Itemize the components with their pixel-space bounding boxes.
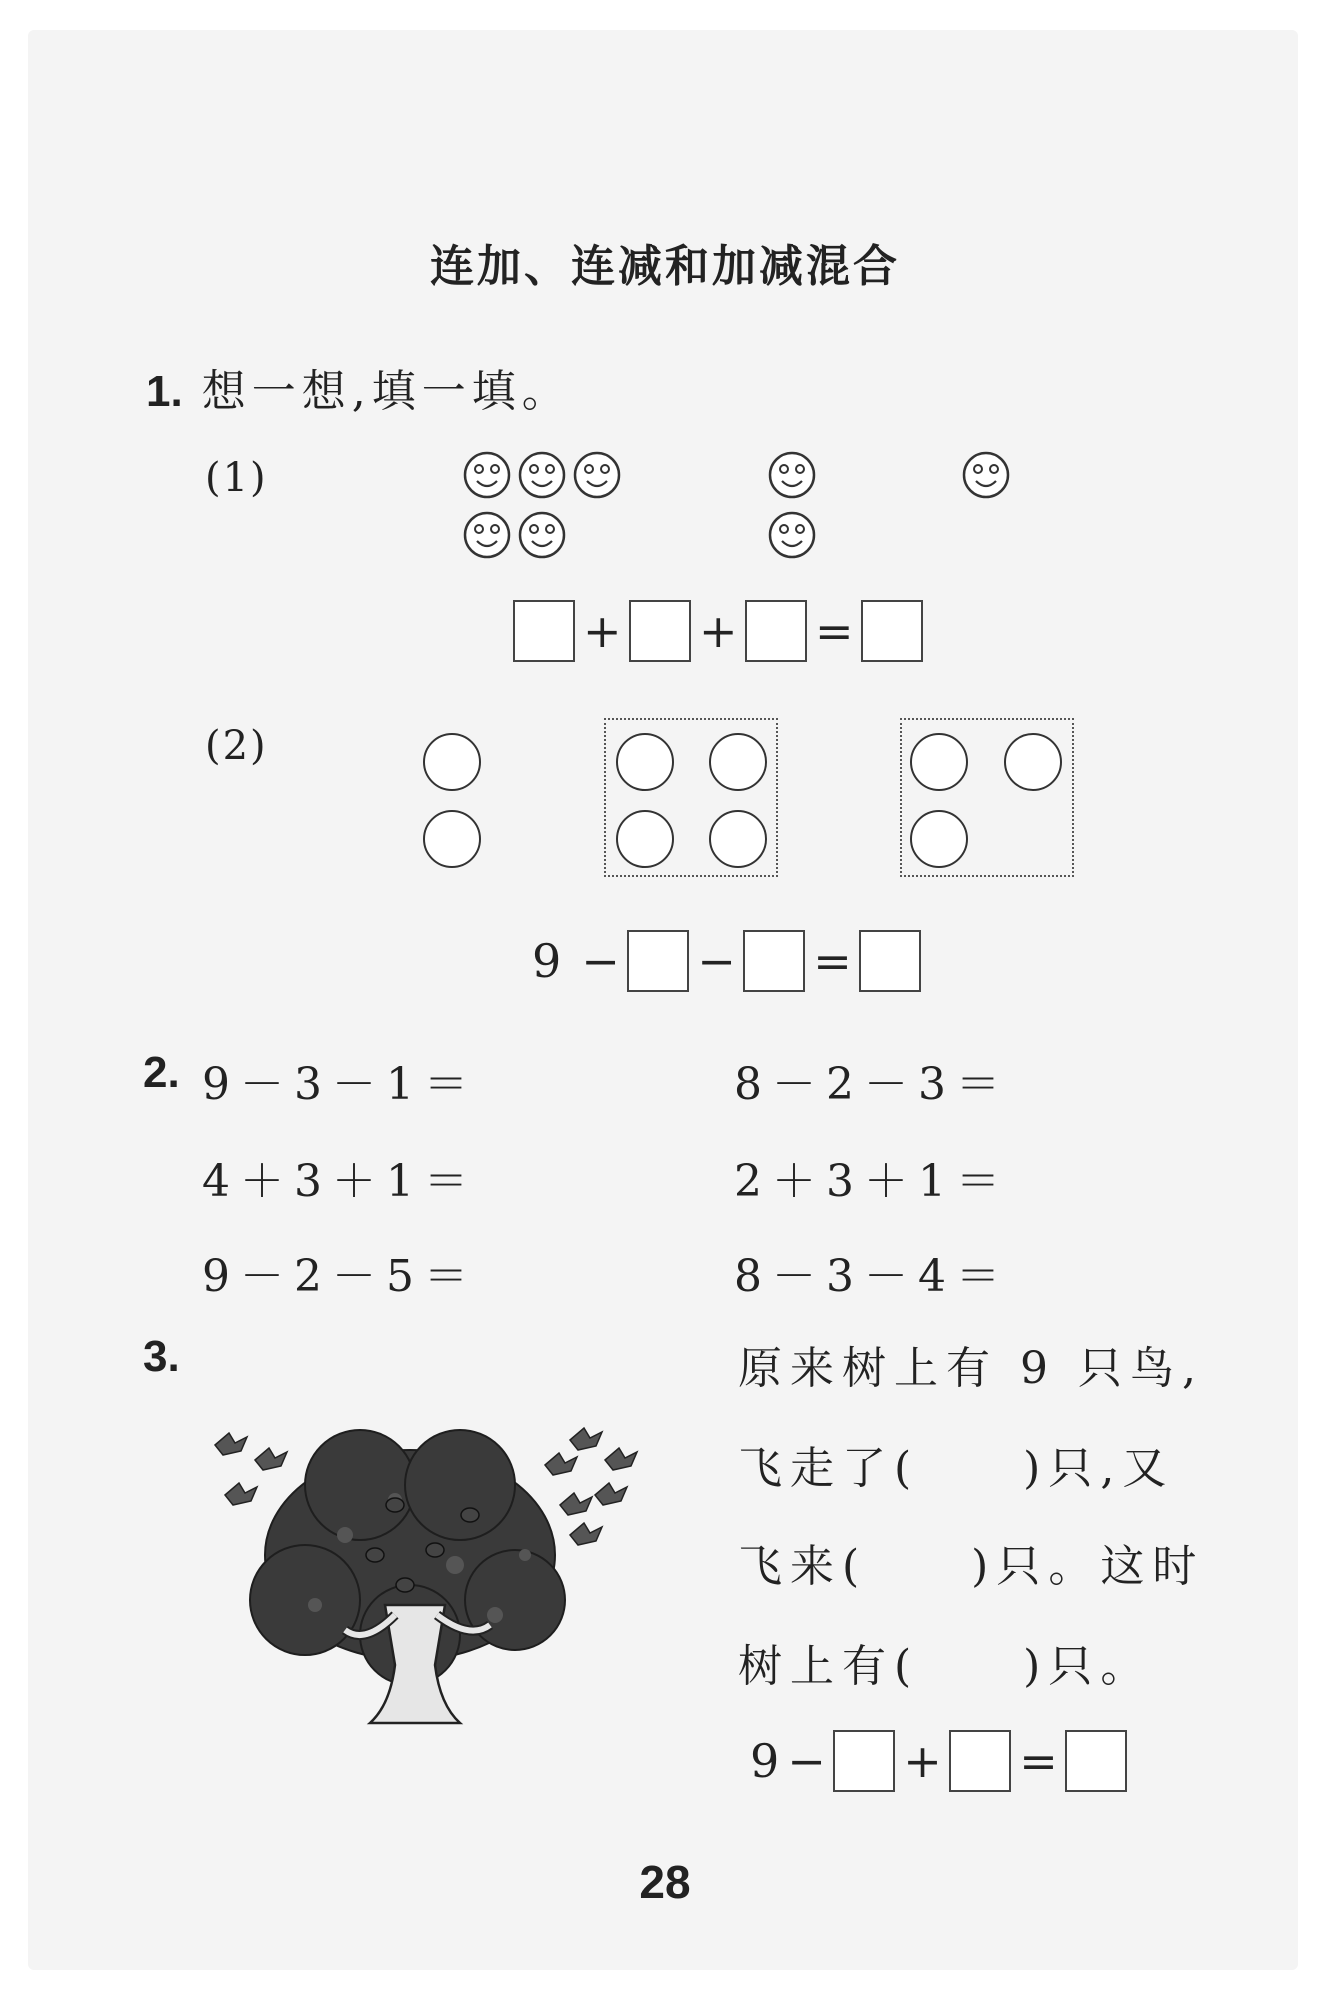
answer-box[interactable] xyxy=(629,600,691,662)
smiley-faces-group xyxy=(450,445,1030,575)
smiley-icon xyxy=(770,453,814,497)
equals-sign: = xyxy=(1019,1734,1058,1788)
q3-line: 飞走了( )只,又 xyxy=(738,1443,1175,1494)
q2-number: 2. xyxy=(143,1048,180,1097)
smiley-icon xyxy=(964,453,1008,497)
q3-line: 飞来( )只。这时 xyxy=(738,1541,1205,1592)
smiley-icon xyxy=(465,513,509,557)
q1-instruction: 想一想,填一填。 xyxy=(201,366,572,417)
answer-box[interactable] xyxy=(745,600,807,662)
q3-number: 3. xyxy=(143,1332,180,1381)
circle-shape xyxy=(616,810,674,868)
answer-box[interactable] xyxy=(833,1730,895,1792)
answer-box[interactable] xyxy=(949,1730,1011,1792)
plus-sign: + xyxy=(699,604,738,658)
calc-item: 9－3－1＝ xyxy=(202,1059,478,1110)
circle-shape xyxy=(709,733,767,791)
circle-shape xyxy=(423,733,481,791)
smiley-icon xyxy=(520,513,564,557)
smiley-icon xyxy=(770,513,814,557)
plus-sign: + xyxy=(583,604,622,658)
answer-box[interactable] xyxy=(859,930,921,992)
smiley-icon xyxy=(520,453,564,497)
minus-sign: − xyxy=(697,934,736,988)
q1-part2-equation xyxy=(532,930,921,992)
calc-item: 8－3－4＝ xyxy=(734,1251,1010,1302)
smiley-icon xyxy=(465,453,509,497)
answer-box[interactable] xyxy=(513,600,575,662)
q1-header xyxy=(146,355,572,419)
answer-box[interactable] xyxy=(1065,1730,1127,1792)
q1-part2-label: (2) xyxy=(205,723,268,769)
circle-shape xyxy=(910,733,968,791)
calc-item: 4＋3＋1＝ xyxy=(202,1156,478,1207)
answer-box[interactable] xyxy=(861,600,923,662)
calc-item: 8－2－3＝ xyxy=(734,1059,1010,1110)
q1-part1-label: (1) xyxy=(205,455,268,501)
q1-part1-equation xyxy=(513,600,923,662)
tree-with-birds-illustration xyxy=(195,1405,695,1725)
plus-sign: + xyxy=(903,1734,942,1788)
answer-box[interactable] xyxy=(627,930,689,992)
minus-sign: − xyxy=(581,934,620,988)
circle-shape xyxy=(910,810,968,868)
q3-line: 树上有( )只。 xyxy=(738,1641,1153,1692)
calc-item: 2＋3＋1＝ xyxy=(734,1156,1010,1207)
q3-equation xyxy=(750,1730,1127,1792)
q1-number: 1. xyxy=(146,367,183,416)
circle-shape xyxy=(709,810,767,868)
page-title: 连加、连减和加减混合 xyxy=(430,241,900,292)
start-number: 9 xyxy=(532,934,562,988)
circle-shape xyxy=(423,810,481,868)
circle-shape xyxy=(616,733,674,791)
page-number: 28 xyxy=(639,1856,691,1908)
equals-sign: = xyxy=(813,934,852,988)
calc-item: 9－2－5＝ xyxy=(202,1251,478,1302)
answer-box[interactable] xyxy=(743,930,805,992)
q3-line: 原来树上有 9 只鸟, xyxy=(738,1343,1204,1394)
start-number: 9 xyxy=(750,1734,780,1788)
equals-sign: = xyxy=(815,604,854,658)
minus-sign: − xyxy=(787,1734,826,1788)
smiley-icon xyxy=(575,453,619,497)
circle-shape xyxy=(1004,733,1062,791)
